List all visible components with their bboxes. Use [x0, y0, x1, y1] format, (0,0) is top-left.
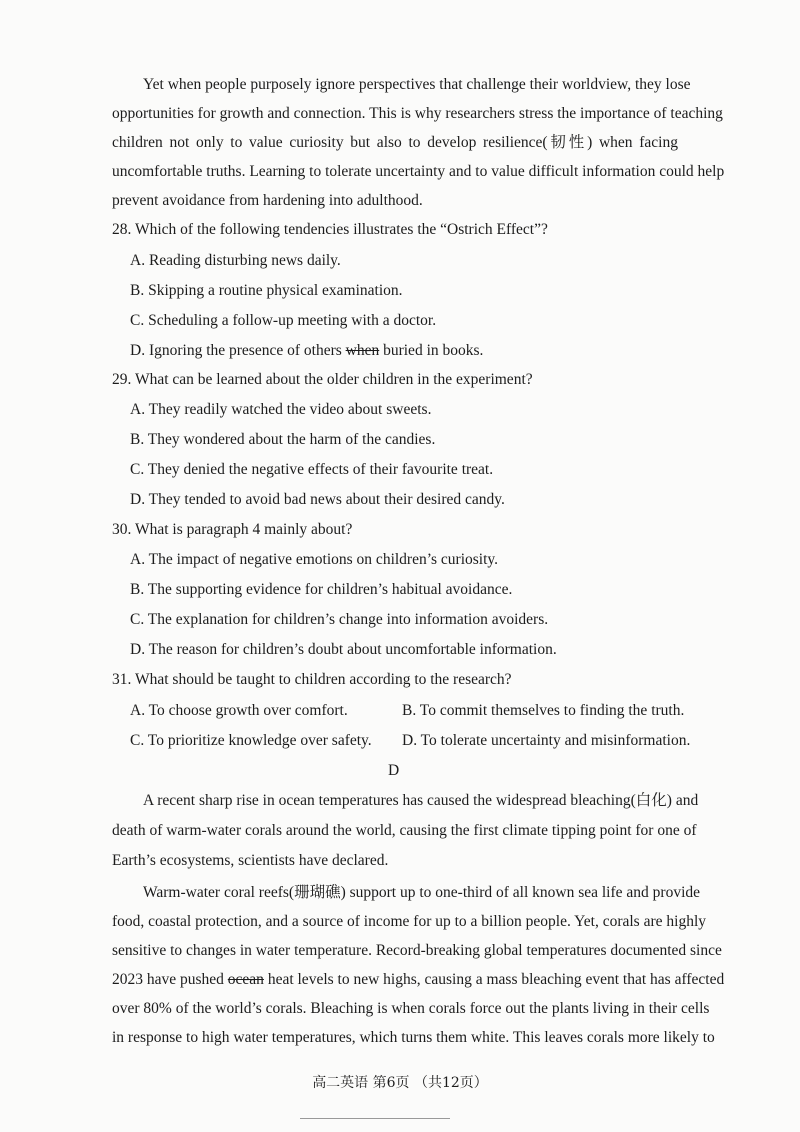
option-a: A. Reading disturbing news daily.: [130, 252, 341, 269]
paragraph-line: opportunities for growth and connection. This is why researchers stress the importance of teaching: [112, 105, 723, 122]
option-c: C. The explanation for children’s change into information avoiders.: [130, 611, 549, 628]
option-d: D. The reason for children’s doubt about uncomfortable information.: [130, 641, 557, 658]
option-b: B. Skipping a routine physical examination.: [130, 282, 403, 299]
option-d-text-before: D. Ignoring the presence of others: [130, 342, 346, 359]
option-a: A. The impact of negative emotions on children’s curiosity.: [130, 551, 499, 568]
paragraph-line: death of warm-water corals around the world, causing the first climate tipping point for one of: [112, 822, 697, 839]
struck-word: when: [345, 342, 380, 359]
paragraph-line: over 80% of the world’s corals. Bleaching is when corals force out the plants living in their cells: [112, 1000, 710, 1017]
paragraph-line: children not only to value curiosity but also to develop resilience(韧性) when facing: [112, 134, 678, 151]
paragraph-line: sensitive to changes in water temperature. Record-breaking global temperatures documented since: [112, 942, 722, 959]
option-b: B. To commit themselves to finding the truth.: [402, 702, 685, 719]
option-c: C. Scheduling a follow-up meeting with a doctor.: [130, 312, 437, 329]
question-stem: 31. What should be taught to children according to the research?: [112, 671, 512, 688]
option-b: B. The supporting evidence for children’s habitual avoidance.: [130, 581, 513, 598]
option-d: D. To tolerate uncertainty and misinformation.: [402, 732, 691, 749]
section-heading: D: [388, 762, 400, 779]
question-stem: 28. Which of the following tendencies illustrates the “Ostrich Effect”?: [112, 221, 548, 238]
option-c: C. They denied the negative effects of their favourite treat.: [130, 461, 494, 478]
option-a: A. To choose growth over comfort.: [130, 702, 348, 719]
paragraph-line: [112, 970, 724, 990]
option-d-text-after: buried in books.: [379, 342, 484, 359]
paragraph-line: in response to high water temperatures, which turns them white. This leaves corals more likely to: [112, 1029, 715, 1046]
paragraph-line: Warm-water coral reefs(珊瑚礁) support up to one-third of all known sea life and provide: [143, 884, 701, 901]
paragraph-line: prevent avoidance from hardening into adulthood.: [112, 192, 423, 209]
option-c: C. To prioritize knowledge over safety.: [130, 732, 372, 749]
question-stem: 29. What can be learned about the older children in the experiment?: [112, 371, 533, 388]
option-a: A. They readily watched the video about sweets.: [130, 401, 432, 418]
option-d: [130, 341, 483, 361]
question-stem: 30. What is paragraph 4 mainly about?: [112, 521, 353, 538]
line-text-after: heat levels to new highs, causing a mass bleaching event that has affected: [263, 971, 725, 988]
paragraph-line: uncomfortable truths. Learning to tolerate uncertainty and to value difficult information could help: [112, 163, 725, 180]
footer-rule: [300, 1118, 450, 1119]
paragraph-line: Earth’s ecosystems, scientists have declared.: [112, 852, 389, 869]
paragraph-line: food, coastal protection, and a source of income for up to a billion people. Yet, corals are highly: [112, 913, 707, 930]
struck-word: ocean: [227, 971, 264, 988]
page-footer: 高二英语 第6页 （共12页）: [312, 1075, 488, 1091]
paragraph-line: Yet when people purposely ignore perspectives that challenge their worldview, they lose: [143, 76, 691, 93]
line-text-before: 2023 have pushed: [112, 971, 228, 988]
option-d: D. They tended to avoid bad news about their desired candy.: [130, 491, 505, 508]
option-b: B. They wondered about the harm of the candies.: [130, 431, 436, 448]
paragraph-line: A recent sharp rise in ocean temperatures has caused the widespread bleaching(白化) and: [143, 792, 699, 809]
